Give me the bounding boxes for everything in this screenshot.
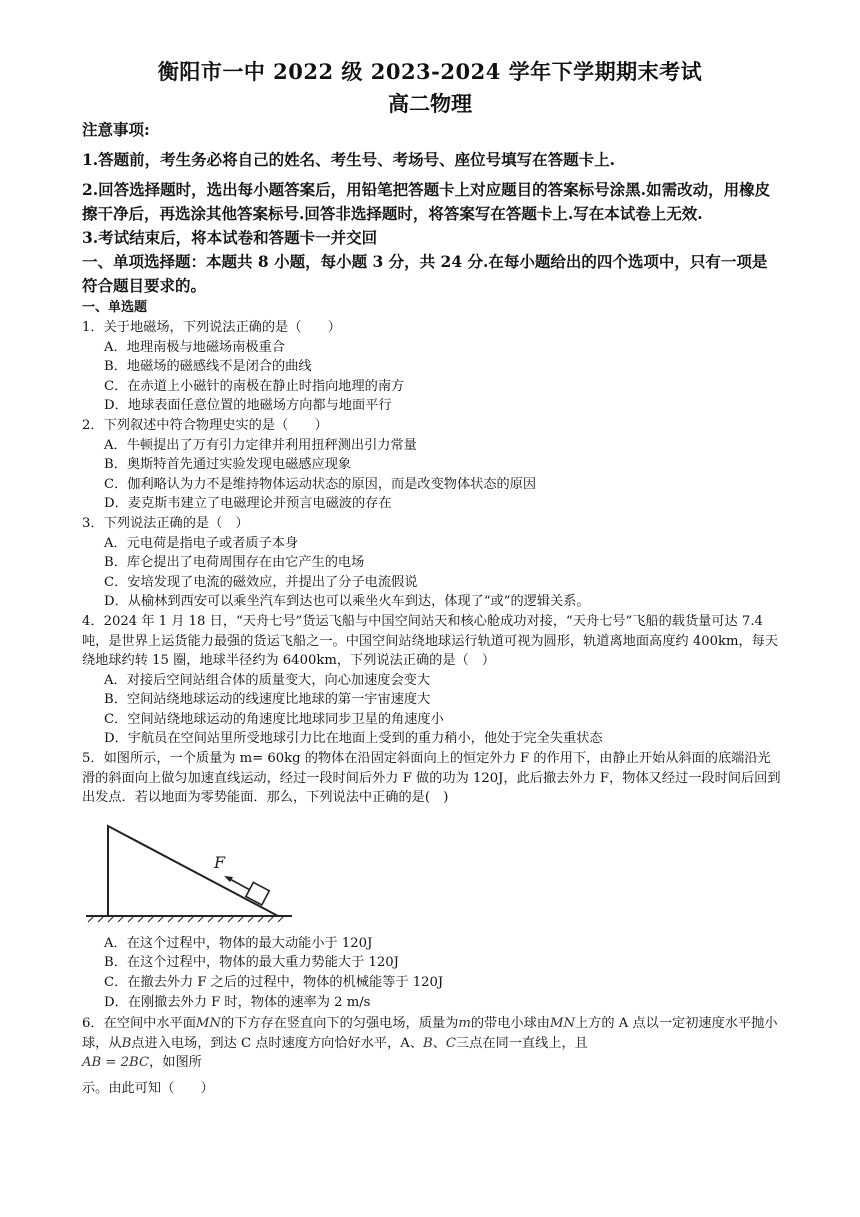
math-mn: MN — [195, 1016, 221, 1032]
question-option: A．地理南极与地磁场南极重合 — [104, 339, 285, 355]
section-heading: 一、单项选择题：本题共 8 小题，每小题 3 分，共 24 分.在每小题给出的四个选项中，只有一项是符合题目要求的。 — [82, 252, 768, 295]
question-option: D．在刚撤去外力 F 时，物体的速率为 2 m/s — [104, 994, 371, 1010]
math-b: B — [121, 1035, 132, 1051]
notice-heading: 注意事项: — [82, 120, 150, 139]
question-stem: 6．在空间中水平面MN的下方存在竖直向下的匀强电场，质量为m的带电小球由MN上方的 A 点以一定初速度水平抛小球，从B点进入电场，到达 C 点时速度方向恰好水平，A、B、C三点在同一直线上，且 AB = 2BC，如图所 — [82, 1016, 778, 1071]
math-mn: MN — [549, 1016, 575, 1032]
question-option: C．在赤道上小磁针的南极在静止时指向地理的南方 — [104, 378, 405, 394]
ground-hatch — [86, 916, 292, 922]
incline-outline — [108, 826, 278, 916]
question-stem: 5．如图所示，一个质量为 m= 60kg 的物体在沿固定斜面向上的恒定外力 F 的作用下，由静止开始从斜面的底端沿光滑的斜面向上做匀加速直线运动，经过一段时间后外力 F 做的功为 120J，此后撤去外力 F，物体又经过一段时间后回到出发点．若以地面为零势能面．那么，下列说法中正确的是( ) — [82, 751, 781, 806]
question-stem: 3．下列说法正确的是（ ） — [82, 515, 249, 531]
question-stem-continued: 示。由此可知（ ） — [82, 1081, 214, 1096]
force-arrowhead — [224, 876, 233, 882]
question-option: C．伽利略认为力不是维持物体运动状态的原因，而是改变物体状态的原因 — [104, 476, 537, 492]
question-option: C．在撤去外力 F 之后的过程中，物体的机械能等于 120J — [104, 975, 444, 991]
question-option: A．牛顿提出了万有引力定律并利用扭秤测出引力常量 — [104, 437, 417, 453]
notice-item: 3.考试结束后，将本试卷和答题卡一并交回 — [82, 228, 378, 247]
section-subheading: 一、单选题 — [82, 300, 148, 315]
question-stem: 1．关于地磁场，下列说法正确的是（ ） — [82, 320, 341, 335]
math-m: m — [458, 1016, 471, 1032]
question-option: D．地球表面任意位置的地磁场方向都与地面平行 — [104, 398, 392, 414]
question-option: B．在这个过程中，物体的最大重力势能大于 120J — [104, 955, 399, 971]
incline-diagram — [82, 810, 302, 930]
question-stem: 4．2024 年 1 月 18 日，“天舟七号”货运飞船与中国空间站天和核心舱成功对接，“天舟七号”飞船的载货量可达 7.4 吨，是世界上运货能力最强的货运飞船之一。中国空间站绕地球运行轨道可视为圆形，轨道离地面高度约 400km，每天绕地球约转 15 圈，地球半径约为 6400km，下列说法正确的是（ ） — [82, 613, 779, 669]
incline-figure — [82, 810, 302, 930]
question-option: B．地磁场的磁感线不是闭合的曲线 — [104, 359, 312, 375]
exam-content — [82, 118, 782, 1099]
question-option: A．元电荷是指电子或者质子本身 — [104, 535, 299, 551]
force-label: F — [214, 852, 226, 872]
question-option: B．库仑提出了电荷周围存在由它产生的电场 — [104, 555, 365, 571]
question-option: C．空间站绕地球运动的角速度比地球同步卫星的角速度小 — [104, 711, 444, 727]
exam-title: 衡阳市一中 2022 级 2023-2024 学年下学期期末考试 — [157, 59, 703, 84]
math-ab-2bc: AB = 2BC — [82, 1055, 150, 1071]
math-b: B — [423, 1035, 433, 1051]
question-option: D．麦克斯韦建立了电磁理论并预言电磁波的存在 — [104, 496, 392, 512]
exam-subject: 高二物理 — [388, 91, 472, 116]
notice-item: 2.回答选择题时，选出每小题答案后，用铅笔把答题卡上对应题目的答案标号涂黑.如需改动，用橡皮擦干净后，再选涂其他答案标号.回答非选择题时，将答案写在答题卡上.写在本试卷上无效. — [82, 180, 771, 223]
question-option: C．安培发现了电流的磁效应，并提出了分子电流假说 — [104, 574, 418, 590]
math-c: C — [445, 1035, 456, 1051]
question-option: A．对接后空间站组合体的质量变大，向心加速度会变大 — [104, 672, 431, 688]
question-option: D．从榆林到西安可以乘坐汽车到达也可以乘坐火车到达，体现了“或”的逻辑关系。 — [104, 594, 590, 610]
question-option: B．空间站绕地球运动的线速度比地球的第一宇宙速度大 — [104, 692, 431, 708]
question-option: D．宇航员在空间站里所受地球引力比在地面上受到的重力稍小，他处于完全失重状态 — [104, 731, 603, 747]
question-option: B．奥斯特首先通过实验发现电磁感应现象 — [104, 457, 352, 473]
notice-item: 1.答题前，考生务必将自己的姓名、考生号、考场号、座位号填写在答题卡上. — [82, 150, 616, 169]
question-option: A．在这个过程中，物体的最大动能小于 120J — [104, 935, 373, 951]
question-stem: 2．下列叙述中符合物理史实的是（ ） — [82, 417, 328, 433]
